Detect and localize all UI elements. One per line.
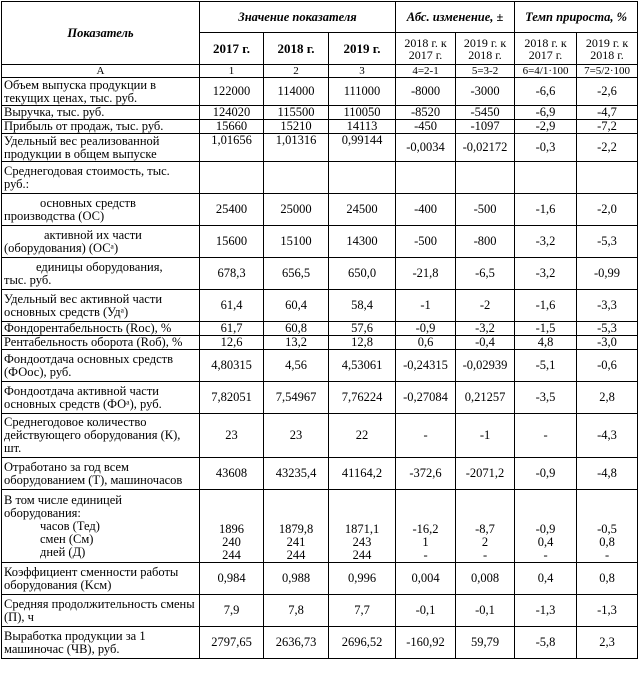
cell-abs-2019: 0,21257 [456, 382, 515, 414]
cell-rate-2018: 4,8 [515, 336, 577, 350]
cell-2019: 7,76224 [329, 382, 396, 414]
indicators-table [1, 1, 638, 659]
empty-cell [577, 162, 638, 194]
empty-cell [515, 162, 577, 194]
cell-2017: 0,984 [200, 563, 264, 595]
cell-abs-2019: -5450 [456, 106, 515, 120]
cell-rate-2018: -3,2 [515, 226, 577, 258]
cell-rate-2018: -6,9 [515, 106, 577, 120]
table-row [2, 226, 638, 258]
cell-abs-2018: 0,6 [396, 336, 456, 350]
cell-2017 [200, 490, 264, 563]
cell-abs-2018: - [396, 414, 456, 458]
row-label: Удельный вес активной части основных средств (Удᵃ) [2, 290, 200, 322]
table-row [2, 595, 638, 627]
cell-2018: 43235,4 [264, 458, 329, 490]
cell-rate-2018: -1,6 [515, 194, 577, 226]
header-indicator: Показатель [2, 2, 200, 65]
cell-abs-2019: -0,02939 [456, 350, 515, 382]
empty-cell [200, 162, 264, 194]
sub-value: 1871,1 [344, 522, 380, 536]
cell-abs-2019: -800 [456, 226, 515, 258]
sub-value: 1 [422, 535, 429, 549]
cell-abs-2018: -400 [396, 194, 456, 226]
cell-2018: 60,8 [264, 322, 329, 336]
cell-2018: 60,4 [264, 290, 329, 322]
cell-abs-2019: -0,4 [456, 336, 515, 350]
cell-abs-2018: 0,004 [396, 563, 456, 595]
cell-abs-2018: -0,24315 [396, 350, 456, 382]
sub-value: -8,7 [475, 522, 495, 536]
sub-value: 0,8 [599, 535, 615, 549]
cell-2018: 23 [264, 414, 329, 458]
cell-2019: 0,996 [329, 563, 396, 595]
index-cell: 7=5/2·100 [577, 65, 638, 78]
cell-2018: 7,8 [264, 595, 329, 627]
row-label: Фондоотдача основных средств (ФОос), руб. [2, 350, 200, 382]
row-label-line: производства (ОС) [4, 208, 105, 223]
sub-value: -16,2 [412, 522, 439, 536]
cell-rate-2018: -3,2 [515, 258, 577, 290]
cell-rate-2019: -2,2 [577, 134, 638, 162]
cell-2019: 4,53061 [329, 350, 396, 382]
sub-value: - [604, 548, 610, 562]
cell-rate-2018: -3,5 [515, 382, 577, 414]
cell-2017: 124020 [200, 106, 264, 120]
empty-cell [264, 162, 329, 194]
cell-abs-2019: -1 [456, 414, 515, 458]
cell-abs-2019: -0,02172 [456, 134, 515, 162]
cell-rate-2018: - [515, 414, 577, 458]
cell-2018: 114000 [264, 78, 329, 106]
cell-rate-2019: -4,8 [577, 458, 638, 490]
table-row [2, 134, 638, 162]
table-row [2, 382, 638, 414]
cell-2017: 7,9 [200, 595, 264, 627]
sub-value: -0,9 [535, 522, 556, 536]
row-label: Среднегодовое количество действующего оборудования (К), шт. [2, 414, 200, 458]
cell-rate-2018: -1,5 [515, 322, 577, 336]
cell-2018: 1,01316 [264, 134, 329, 162]
cell-abs-2019: -0,1 [456, 595, 515, 627]
table-row [2, 414, 638, 458]
cell-rate-2019: -5,3 [577, 322, 638, 336]
row-label: Средняя продолжительность смены (П), ч [2, 595, 200, 627]
cell-2018: 13,2 [264, 336, 329, 350]
index-cell: 1 [200, 65, 264, 78]
cell-rate-2019: -3,3 [577, 290, 638, 322]
cell-abs-2019 [456, 490, 515, 563]
cell-2017: 15660 [200, 120, 264, 134]
header-abs-group: Абс. изменение, ± [396, 2, 515, 33]
sub-value: 244 [222, 548, 241, 562]
row-label: Фондорентабельность (Rос), % [2, 322, 200, 336]
header-value-group: Значение показателя [200, 2, 396, 33]
sub-value: 241 [286, 535, 306, 549]
row-label: Среднегодовая стоимость, тыс. руб.: [2, 162, 200, 194]
cell-abs-2019: 59,79 [456, 627, 515, 659]
cell-2017: 122000 [200, 78, 264, 106]
cell-2018: 25000 [264, 194, 329, 226]
row-label-line: часов (Тед) [40, 518, 100, 533]
table-row [2, 106, 638, 120]
cell-rate-2019: 0,8 [577, 563, 638, 595]
row-label: Отработано за год всем оборудованием (Т), машиночасов [2, 458, 200, 490]
index-cell: 5=3-2 [456, 65, 515, 78]
sub-value: 2 [481, 535, 489, 549]
cell-2019: 41164,2 [329, 458, 396, 490]
header-rate-2018: 2018 г. к 2017 г. [515, 33, 577, 65]
cell-rate-2019: 2,3 [577, 627, 638, 659]
sub-value: - [423, 548, 428, 562]
cell-rate-2018: -1,3 [515, 595, 577, 627]
table-row [2, 563, 638, 595]
cell-2019: 7,7 [329, 595, 396, 627]
cell-2017: 4,80315 [200, 350, 264, 382]
table-row [2, 258, 638, 290]
cell-2019: 58,4 [329, 290, 396, 322]
empty-cell [329, 162, 396, 194]
index-cell: А [2, 65, 200, 78]
cell-abs-2019: -1097 [456, 120, 515, 134]
cell-2018: 4,56 [264, 350, 329, 382]
cell-rate-2019: -4,3 [577, 414, 638, 458]
cell-rate-2018: 0,4 [515, 563, 577, 595]
row-label [2, 490, 200, 563]
cell-2019: 2696,52 [329, 627, 396, 659]
index-cell: 2 [264, 65, 329, 78]
row-label: Выработка продукции за 1 машиночас (ЧВ), руб. [2, 627, 200, 659]
cell-2018: 15210 [264, 120, 329, 134]
row-label-line: В том числе единицей оборудования: [4, 492, 122, 520]
row-label-line: смен (См) [40, 531, 94, 546]
header-year-2019: 2019 г. [329, 33, 396, 65]
row-label [2, 194, 200, 226]
cell-rate-2019: -2,0 [577, 194, 638, 226]
cell-rate-2019: -0,99 [577, 258, 638, 290]
sub-value: - [482, 548, 488, 562]
cell-rate-2018 [515, 490, 577, 563]
cell-2019: 650,0 [329, 258, 396, 290]
cell-abs-2019: -6,5 [456, 258, 515, 290]
header-year-2018: 2018 г. [264, 33, 329, 65]
sub-value: 244 [352, 548, 372, 562]
cell-2018: 15100 [264, 226, 329, 258]
cell-2017: 678,3 [200, 258, 264, 290]
sub-value: 1879,8 [278, 522, 314, 536]
cell-2018: 656,5 [264, 258, 329, 290]
cell-rate-2018: -2,9 [515, 120, 577, 134]
cell-2019: 14113 [329, 120, 396, 134]
table-row [2, 627, 638, 659]
cell-2018: 2636,73 [264, 627, 329, 659]
cell-abs-2018 [396, 490, 456, 563]
table-row [2, 194, 638, 226]
cell-2017: 2797,65 [200, 627, 264, 659]
cell-abs-2018: -0,27084 [396, 382, 456, 414]
table-row [2, 490, 638, 563]
cell-2019 [329, 490, 396, 563]
cell-2019: 24500 [329, 194, 396, 226]
cell-abs-2018: -8520 [396, 106, 456, 120]
row-label: Выручка, тыс. руб. [2, 106, 200, 120]
row-label: Рентабельность оборота (Rоб), % [2, 336, 200, 350]
cell-abs-2019: -500 [456, 194, 515, 226]
cell-2017: 25400 [200, 194, 264, 226]
cell-2017: 1,01656 [200, 134, 264, 162]
cell-rate-2018: -1,6 [515, 290, 577, 322]
cell-abs-2019: -3,2 [456, 322, 515, 336]
cell-2018: 7,54967 [264, 382, 329, 414]
cell-rate-2018: -6,6 [515, 78, 577, 106]
table-row [2, 290, 638, 322]
header-abs-2019: 2019 г. к 2018 г. [456, 33, 515, 65]
index-row [2, 65, 638, 78]
sub-value: 0,4 [537, 535, 554, 549]
sub-value: 240 [222, 535, 241, 549]
table-row [2, 162, 638, 194]
cell-2019: 0,99144 [329, 134, 396, 162]
row-label: Фондоотдача активной части основных средств (ФОᵃ), руб. [2, 382, 200, 414]
row-label: Объем выпуска продукции в текущих ценах, тыс. руб. [2, 78, 200, 106]
cell-rate-2019: -1,3 [577, 595, 638, 627]
header-rate-2019: 2019 г. к 2018 г. [577, 33, 638, 65]
cell-rate-2018: -5,8 [515, 627, 577, 659]
row-label-line: (оборудования) (ОСᵃ) [4, 240, 119, 255]
cell-abs-2019: -2 [456, 290, 515, 322]
row-label-line: дней (Д) [40, 544, 86, 559]
cell-2017: 61,4 [200, 290, 264, 322]
cell-2017: 61,7 [200, 322, 264, 336]
cell-2018: 115500 [264, 106, 329, 120]
cell-abs-2018: -160,92 [396, 627, 456, 659]
cell-rate-2019 [577, 490, 638, 563]
cell-2017: 7,82051 [200, 382, 264, 414]
row-label-line: единицы оборудования, [36, 259, 163, 274]
cell-2017: 15600 [200, 226, 264, 258]
sub-value: - [543, 548, 548, 562]
cell-2019: 57,6 [329, 322, 396, 336]
index-cell: 3 [329, 65, 396, 78]
cell-2018: 0,988 [264, 563, 329, 595]
sub-value: 1896 [219, 522, 244, 536]
cell-abs-2018: -21,8 [396, 258, 456, 290]
cell-rate-2018: -0,3 [515, 134, 577, 162]
table-row [2, 336, 638, 350]
row-label-line: тыс. руб. [4, 272, 52, 287]
cell-rate-2019: 2,8 [577, 382, 638, 414]
cell-2019: 14300 [329, 226, 396, 258]
cell-rate-2019: -4,7 [577, 106, 638, 120]
cell-abs-2018: -0,9 [396, 322, 456, 336]
row-label [2, 258, 200, 290]
cell-abs-2018: -450 [396, 120, 456, 134]
cell-abs-2018: -8000 [396, 78, 456, 106]
sub-value: 243 [352, 535, 372, 549]
cell-2019: 22 [329, 414, 396, 458]
cell-rate-2019: -7,2 [577, 120, 638, 134]
cell-2019: 111000 [329, 78, 396, 106]
row-label: Удельный вес реализованной продукции в общем выпуске [2, 134, 200, 162]
cell-abs-2019: -3000 [456, 78, 515, 106]
index-cell: 4=2-1 [396, 65, 456, 78]
header-year-2017: 2017 г. [200, 33, 264, 65]
index-cell: 6=4/1·100 [515, 65, 577, 78]
cell-abs-2018: -0,1 [396, 595, 456, 627]
header-rate-group: Темп прироста, % [515, 2, 638, 33]
cell-rate-2019: -3,0 [577, 336, 638, 350]
row-label-line: активной их части [44, 227, 142, 242]
cell-rate-2019: -0,6 [577, 350, 638, 382]
table-row [2, 322, 638, 336]
cell-abs-2018: -0,0034 [396, 134, 456, 162]
empty-cell [456, 162, 515, 194]
cell-abs-2019: -2071,2 [456, 458, 515, 490]
cell-rate-2019: -2,6 [577, 78, 638, 106]
table-row [2, 458, 638, 490]
cell-rate-2018: -0,9 [515, 458, 577, 490]
row-label-line: основных средств [40, 195, 136, 210]
cell-2018 [264, 490, 329, 563]
sub-value: -0,5 [597, 522, 617, 536]
cell-rate-2018: -5,1 [515, 350, 577, 382]
cell-2017: 23 [200, 414, 264, 458]
table-row [2, 120, 638, 134]
cell-abs-2018: -1 [396, 290, 456, 322]
header-abs-2018: 2018 г. к 2017 г. [396, 33, 456, 65]
table-row [2, 350, 638, 382]
cell-rate-2019: -5,3 [577, 226, 638, 258]
cell-2019: 12,8 [329, 336, 396, 350]
row-label: Прибыль от продаж, тыс. руб. [2, 120, 200, 134]
cell-2019: 110050 [329, 106, 396, 120]
row-label [2, 226, 200, 258]
cell-abs-2019: 0,008 [456, 563, 515, 595]
empty-cell [396, 162, 456, 194]
row-label: Коэффициент сменности работы оборудования (Kсм) [2, 563, 200, 595]
cell-abs-2018: -372,6 [396, 458, 456, 490]
table-row [2, 78, 638, 106]
cell-2017: 12,6 [200, 336, 264, 350]
sub-value: 244 [286, 548, 306, 562]
cell-abs-2018: -500 [396, 226, 456, 258]
cell-2017: 43608 [200, 458, 264, 490]
